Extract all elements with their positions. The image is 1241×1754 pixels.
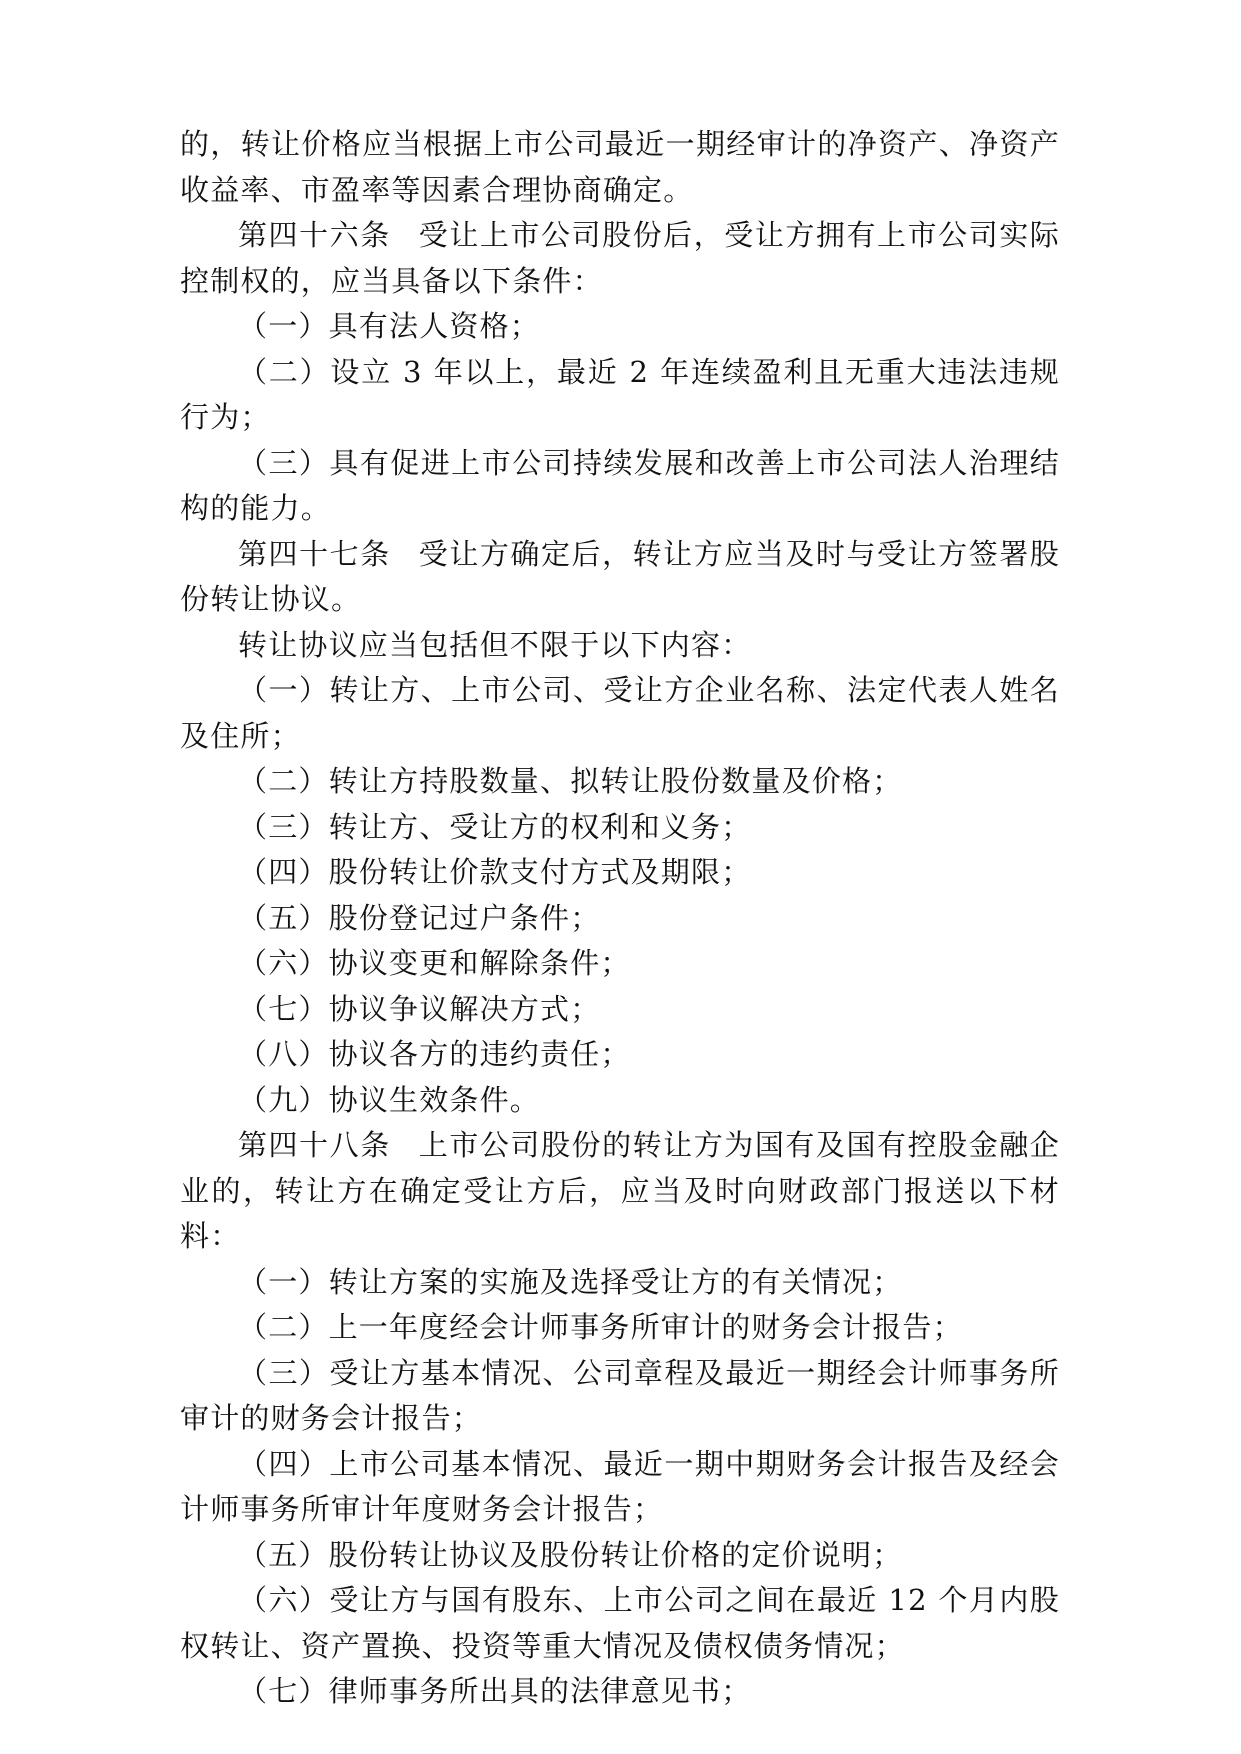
paragraph: 转让协议应当包括但不限于以下内容： [238, 627, 752, 662]
list-item: （二）设立 3 年以上，最近 2 年连续盈利且无重大违法违规行为； [180, 354, 1060, 434]
article-48 [180, 1123, 1060, 1260]
list-item: （九）协议生效条件。 [238, 1082, 541, 1117]
list-item: （七）协议争议解决方式； [238, 991, 601, 1026]
list-item: （六）协议变更和解除条件； [238, 946, 631, 980]
article-heading: 第四十八条 [238, 1128, 391, 1162]
list-item: （一）具有法人资格； [238, 309, 541, 343]
list-item: （六）受让方与国有股东、上市公司之间在最近 12 个月内股权转让、资产置换、投资等重大情况及债权债务情况； [180, 1583, 1060, 1663]
list-item: （五）股份转让协议及股份转让价格的定价说明； [238, 1537, 903, 1572]
document-page [180, 122, 1060, 1715]
paragraph-continuation: 的，转让价格应当根据上市公司最近一期经审计的净资产、净资产收益率、市盈率等因素合理协商确定。 [180, 127, 1060, 207]
list-item: （八）协议各方的违约责任； [238, 1037, 631, 1071]
article-text: 受让上市公司股份后，受让方拥有上市公司实际控制权的，应当具备以下条件： [180, 218, 1060, 298]
list-item: （七）律师事务所出具的法律意见书； [238, 1674, 752, 1708]
article-text: 受让方确定后，转让方应当及时与受让方签署股份转让协议。 [180, 536, 1060, 616]
list-item: （二）转让方持股数量、拟转让股份数量及价格； [238, 764, 903, 798]
list-item: （四）股份转让价款支付方式及期限； [238, 855, 752, 889]
list-item: （三）具有促进上市公司持续发展和改善上市公司法人治理结构的能力。 [180, 445, 1060, 525]
list-item: （三）受让方基本情况、公司章程及最近一期经会计师事务所审计的财务会计报告； [180, 1355, 1060, 1435]
article-heading: 第四十七条 [238, 536, 391, 571]
article-text: 上市公司股份的转让方为国有及国有控股金融企业的，转让方在确定受让方后，应当及时向财政部门报送以下材料： [180, 1128, 1060, 1253]
article-46 [180, 213, 1060, 304]
list-item: （一）转让方、上市公司、受让方企业名称、法定代表人姓名及住所； [180, 673, 1060, 753]
article-heading: 第四十六条 [238, 218, 391, 252]
article-47 [180, 532, 1060, 623]
list-item: （五）股份登记过户条件； [238, 900, 601, 935]
list-item: （一）转让方案的实施及选择受让方的有关情况； [238, 1264, 903, 1299]
list-item: （三）转让方、受让方的权利和义务； [238, 809, 752, 844]
list-item: （二）上一年度经会计师事务所审计的财务会计报告； [238, 1310, 963, 1344]
list-item: （四）上市公司基本情况、最近一期中期财务会计报告及经会计师事务所审计年度财务会计报告； [180, 1446, 1060, 1526]
